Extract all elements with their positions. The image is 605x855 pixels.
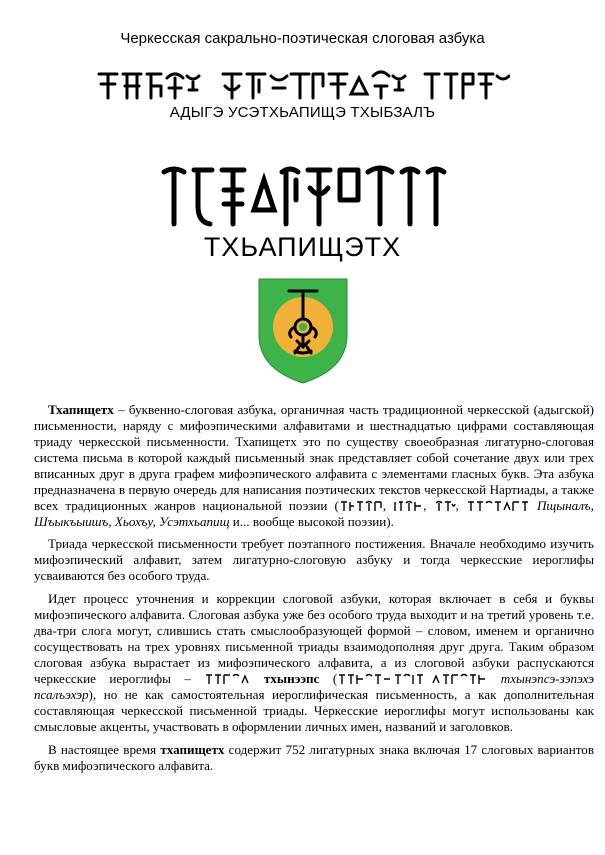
coat-of-arms-icon [257,277,349,385]
term-thapishchetkh-2: тхапищетх [160,742,225,757]
body-text [34,402,594,781]
glyph-word-icon [466,500,530,512]
main-title: ТХЬАПИЩЭТХ [203,232,402,262]
page-title: Черкесская сакрально-поэтическая слоговая азбука [120,30,485,47]
glyph-word-icon [393,500,423,512]
glyph-phrase-icon [337,673,487,685]
coat-of-arms-emblem [257,277,349,385]
term-thapishchetkh: Тхапищетх [48,402,114,417]
paragraph-4: В настоящее время тхапищетх содержит 752 лигатурных знака включая 17 слоговых вариантов букв мифоэпического алфавита. [34,742,595,773]
paragraph-3: Идет процесс уточнения и коррекции слоговой азбуки, которая включает в себя и буквы мифоэпического алфавита. Слоговая азбука уже без особого труда выходит и на третий уровень т.е. два-три слога могут, слившись стать смыслообразующей формой – словом, именем и органично сосуществовать на трех уровнях письменной триады взаимодополняя друг друга. Таким образом слоговая азбука вырастает из мифоэпического алфавита, а из слоговой азбуки распускаются черкесские иероглифы – тхынээпс ( тхынэпсэ-зэпэхэ псалъэхэр), но не как самостоятельная иероглифическая письменность, а как дополнительная составляющая черкесской письменной триады. Черкесские иероглифы могут использованы как смысловые акценты, участвовать в оформлении личных имен, названий и заголовков. [34,591,595,734]
script-title-glyphs [158,160,448,237]
glyph-word-icon [204,673,250,685]
paragraph-2: Триада черкесской письменности требует поэтапного постижения. Вначале необходимо изучить мифоэпический алфавит, затем лигатурно-слоговую азбуку и тогда черкесские иероглифы усваиваются без особого труда. [34,536,594,583]
ancient-script-glyphs-icon [95,68,510,102]
term-tkhyneeps: тхынээпс [263,671,320,686]
glyph-word-icon [434,500,456,512]
script-line-1 [95,68,510,102]
page-subtitle: АДЫГЭ УСЭТХЬАПИЩЭ ТХЫБЗАЛЪ [169,104,436,121]
ancient-script-title-icon [158,160,448,232]
glyph-word-icon [339,500,383,512]
paragraph-1: Тхапищетх – буквенно-слоговая азбука, органичная часть традиционной черкесской (адыгской) письменности, наряду с мифоэпическими алфавитами и шестнадцатью цифрами составляющая триаду черкесской письменности. Тхапищетх это по существу своеобразная лигатурно-слоговая система письма в которой каждый письменный знак представляет собой сочетание двух или трех вписанных друг в друга графем мифоэпического алфавита с элементами гласных букв. Эта азбука предназначена в первую очередь для написания поэтических текстов черкесской Нартиады, а также всех традиционных жанров национальной поэзии ( , , , Пщыналъ, Шъыкъыишъ, Хьохъу, Усэтхьапищ и... вообще высокой поэзии). [34,402,594,529]
